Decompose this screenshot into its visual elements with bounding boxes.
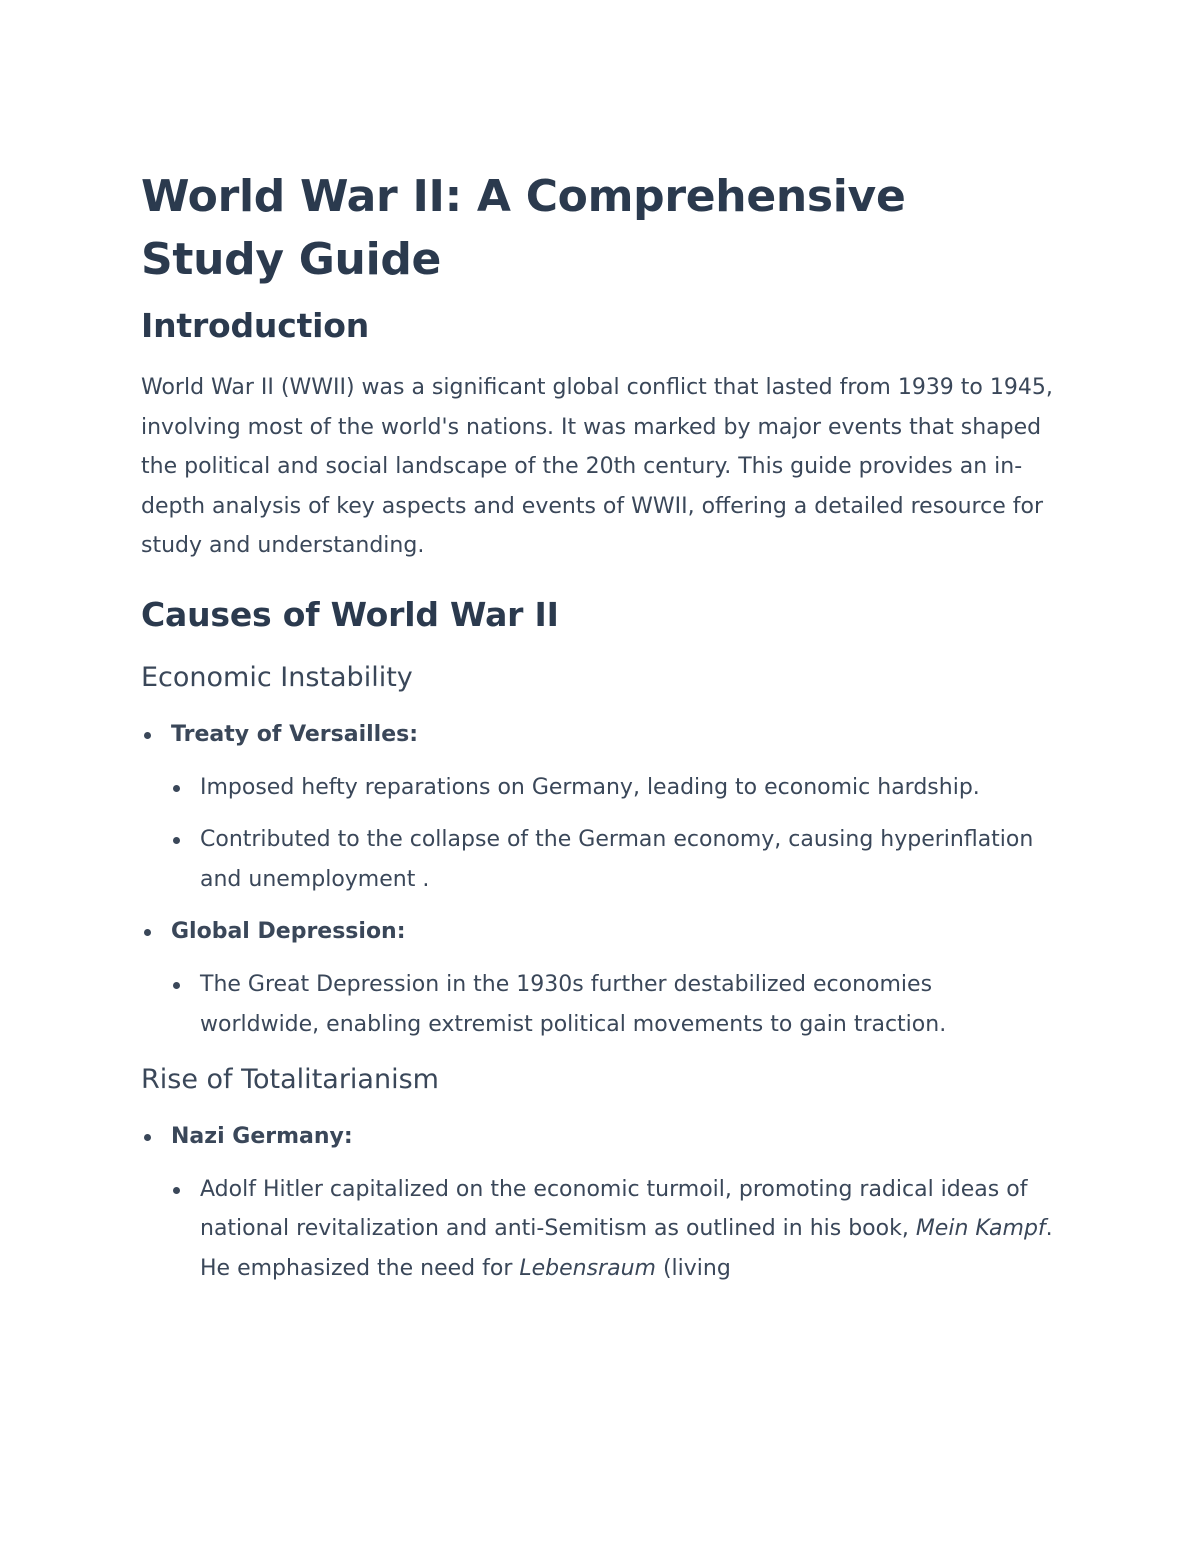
causes-heading: Causes of World War II — [141, 594, 559, 634]
bullet-icon — [173, 837, 180, 844]
nazi-label: Nazi Germany: — [171, 1124, 353, 1150]
treaty-point-text: Contributed to the collapse of the German economy, causing hyperinflation and unemployment . — [200, 827, 1034, 892]
nazi-point-text: Adolf Hitler capitalized on the economic turmoil, promoting radical ideas of national revitalization and anti-Semitism as outlined in his book, — [200, 1176, 1028, 1242]
bullet-icon — [173, 1187, 180, 1194]
list-item-nazi — [141, 1117, 1056, 1157]
treaty-label: Treaty of Versailles: — [171, 721, 419, 747]
document-title: World War II: A Comprehensive Study Guide — [141, 171, 906, 285]
introduction-heading: Introduction — [141, 306, 370, 345]
list-item-treaty — [141, 715, 1056, 755]
depression-point-text: The Great Depression in the 1930s further destabilized economies worldwide, enabling extremist political movements to gain traction. — [200, 971, 947, 1037]
list-item-nazi-point-1 — [141, 1170, 1056, 1289]
list-item-depression — [141, 912, 1056, 952]
list-item-depression-point-1 — [141, 965, 1056, 1044]
bullet-icon — [144, 1134, 151, 1141]
totalitarianism-heading: Rise of Totalitarianism — [141, 1064, 439, 1096]
nazi-point-text: (living — [655, 1255, 731, 1281]
introduction-paragraph: World War II (WWII) was a significant global conflict that lasted from 1939 to 1945, involving most of the world's nations. It was marked by major events that shaped the political and social landscape of the 20th century. This guide provides an in-depth analysis of key aspects and events of WWII, offering a detailed resource for study and understanding. — [141, 375, 1053, 559]
document-page — [141, 165, 1056, 1289]
treaty-point-text: Imposed hefty reparations on Germany, leading to economic hardship. — [200, 774, 980, 800]
depression-label: Global Depression: — [171, 919, 406, 945]
bullet-icon — [173, 982, 180, 989]
bullet-icon — [173, 785, 180, 792]
lebensraum-term: Lebensraum — [519, 1255, 656, 1281]
economic-list — [141, 715, 1056, 1044]
bullet-icon — [144, 732, 151, 739]
book-title: Mein Kampf — [915, 1216, 1046, 1242]
bullet-icon — [144, 929, 151, 936]
list-item-treaty-point-1 — [141, 768, 1056, 808]
list-item-treaty-point-2 — [141, 820, 1056, 899]
nazi-point-text: . He emphasized the need for — [200, 1216, 1053, 1281]
totalitarianism-list — [141, 1117, 1056, 1288]
economic-instability-heading: Economic Instability — [141, 661, 413, 693]
